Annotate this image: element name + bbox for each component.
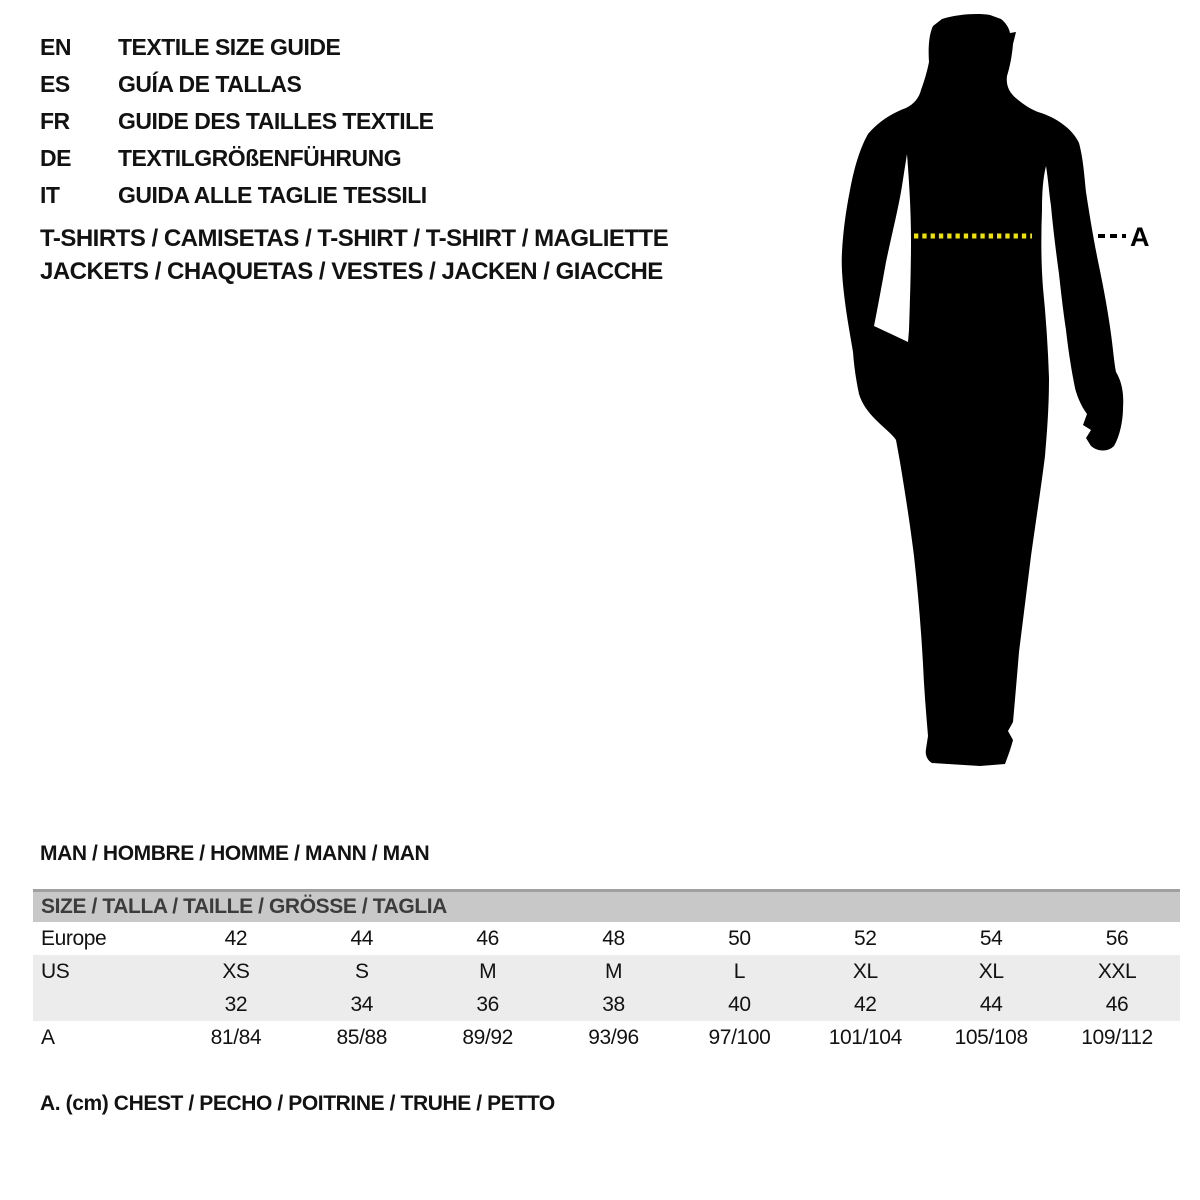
row-label: Europe: [41, 926, 107, 950]
language-list: [40, 29, 434, 214]
size-cell: M: [605, 959, 623, 983]
man-figure-diagram: [820, 0, 1200, 790]
size-cell: XXL: [1097, 959, 1137, 983]
size-cell: 93/96: [588, 1025, 639, 1049]
measure-label-a: A: [1130, 222, 1150, 252]
table-header: SIZE / TALLA / TAILLE / GRÖSSE / TAGLIA: [33, 889, 1180, 922]
size-cell: 109/112: [1081, 1025, 1153, 1049]
table-row-chest: [33, 1021, 1180, 1054]
size-cell: 32: [224, 992, 248, 1016]
size-cell: 89/92: [462, 1025, 513, 1049]
size-cell: 101/104: [828, 1025, 902, 1049]
size-cell: 42: [854, 992, 877, 1016]
language-title: GUÍA DE TALLAS: [118, 71, 302, 97]
size-cell: S: [355, 959, 369, 983]
size-cell: XS: [222, 959, 250, 983]
product-line-tshirts: T-SHIRTS / CAMISETAS / T-SHIRT / T-SHIRT / MAGLIETTE: [40, 225, 669, 252]
size-cell: 54: [979, 926, 1003, 950]
size-cell: 50: [728, 926, 751, 950]
row-label: A: [41, 1025, 55, 1049]
size-cell: 97/100: [708, 1025, 771, 1049]
product-line-jackets: JACKETS / CHAQUETAS / VESTES / JACKEN / GIACCHE: [40, 258, 663, 285]
language-title: TEXTILGRÖßENFÜHRUNG: [118, 145, 402, 171]
size-cell: 56: [1105, 926, 1129, 950]
size-cell: 48: [602, 926, 625, 950]
size-cell: 46: [1105, 992, 1129, 1016]
language-row: [40, 140, 434, 177]
size-cell: 40: [728, 992, 751, 1016]
language-row: [40, 177, 434, 214]
man-silhouette: [842, 14, 1124, 766]
language-title: GUIDA ALLE TAGLIE TESSILI: [118, 182, 427, 208]
size-cell: 46: [476, 926, 499, 950]
section-heading: MAN / HOMBRE / HOMME / MANN / MAN: [40, 842, 430, 865]
size-cell: L: [733, 959, 746, 983]
size-cell: 44: [979, 992, 1003, 1016]
language-row: [40, 29, 434, 66]
size-cell: 38: [602, 992, 625, 1016]
language-code: ES: [40, 71, 70, 97]
table-row-europe: [33, 922, 1180, 955]
size-cell: 44: [350, 926, 374, 950]
table-row-us: [33, 955, 1180, 988]
size-cell: M: [479, 959, 497, 983]
language-title: TEXTILE SIZE GUIDE: [118, 34, 341, 60]
size-cell: 52: [854, 926, 877, 950]
product-categories: [40, 222, 668, 288]
size-cell: 34: [350, 992, 374, 1016]
language-row: [40, 66, 434, 103]
size-cell: 81/84: [210, 1025, 262, 1049]
language-row: [40, 103, 434, 140]
size-cell: 36: [476, 992, 499, 1016]
size-cell: XL: [852, 959, 878, 983]
table-row-numeric: [33, 988, 1180, 1021]
size-cell: 105/108: [954, 1025, 1028, 1049]
language-code: FR: [40, 108, 70, 134]
size-cell: XL: [978, 959, 1004, 983]
row-label: US: [41, 959, 70, 983]
language-title: GUIDE DES TAILLES TEXTILE: [118, 108, 434, 134]
language-code: EN: [40, 34, 71, 60]
measurement-footnote: A. (cm) CHEST / PECHO / POITRINE / TRUHE / PETTO: [40, 1092, 555, 1115]
language-code: IT: [40, 182, 60, 208]
language-code: DE: [40, 145, 71, 171]
size-table: [33, 889, 1180, 1054]
size-cell: 42: [224, 926, 248, 950]
size-cell: 85/88: [336, 1025, 388, 1049]
